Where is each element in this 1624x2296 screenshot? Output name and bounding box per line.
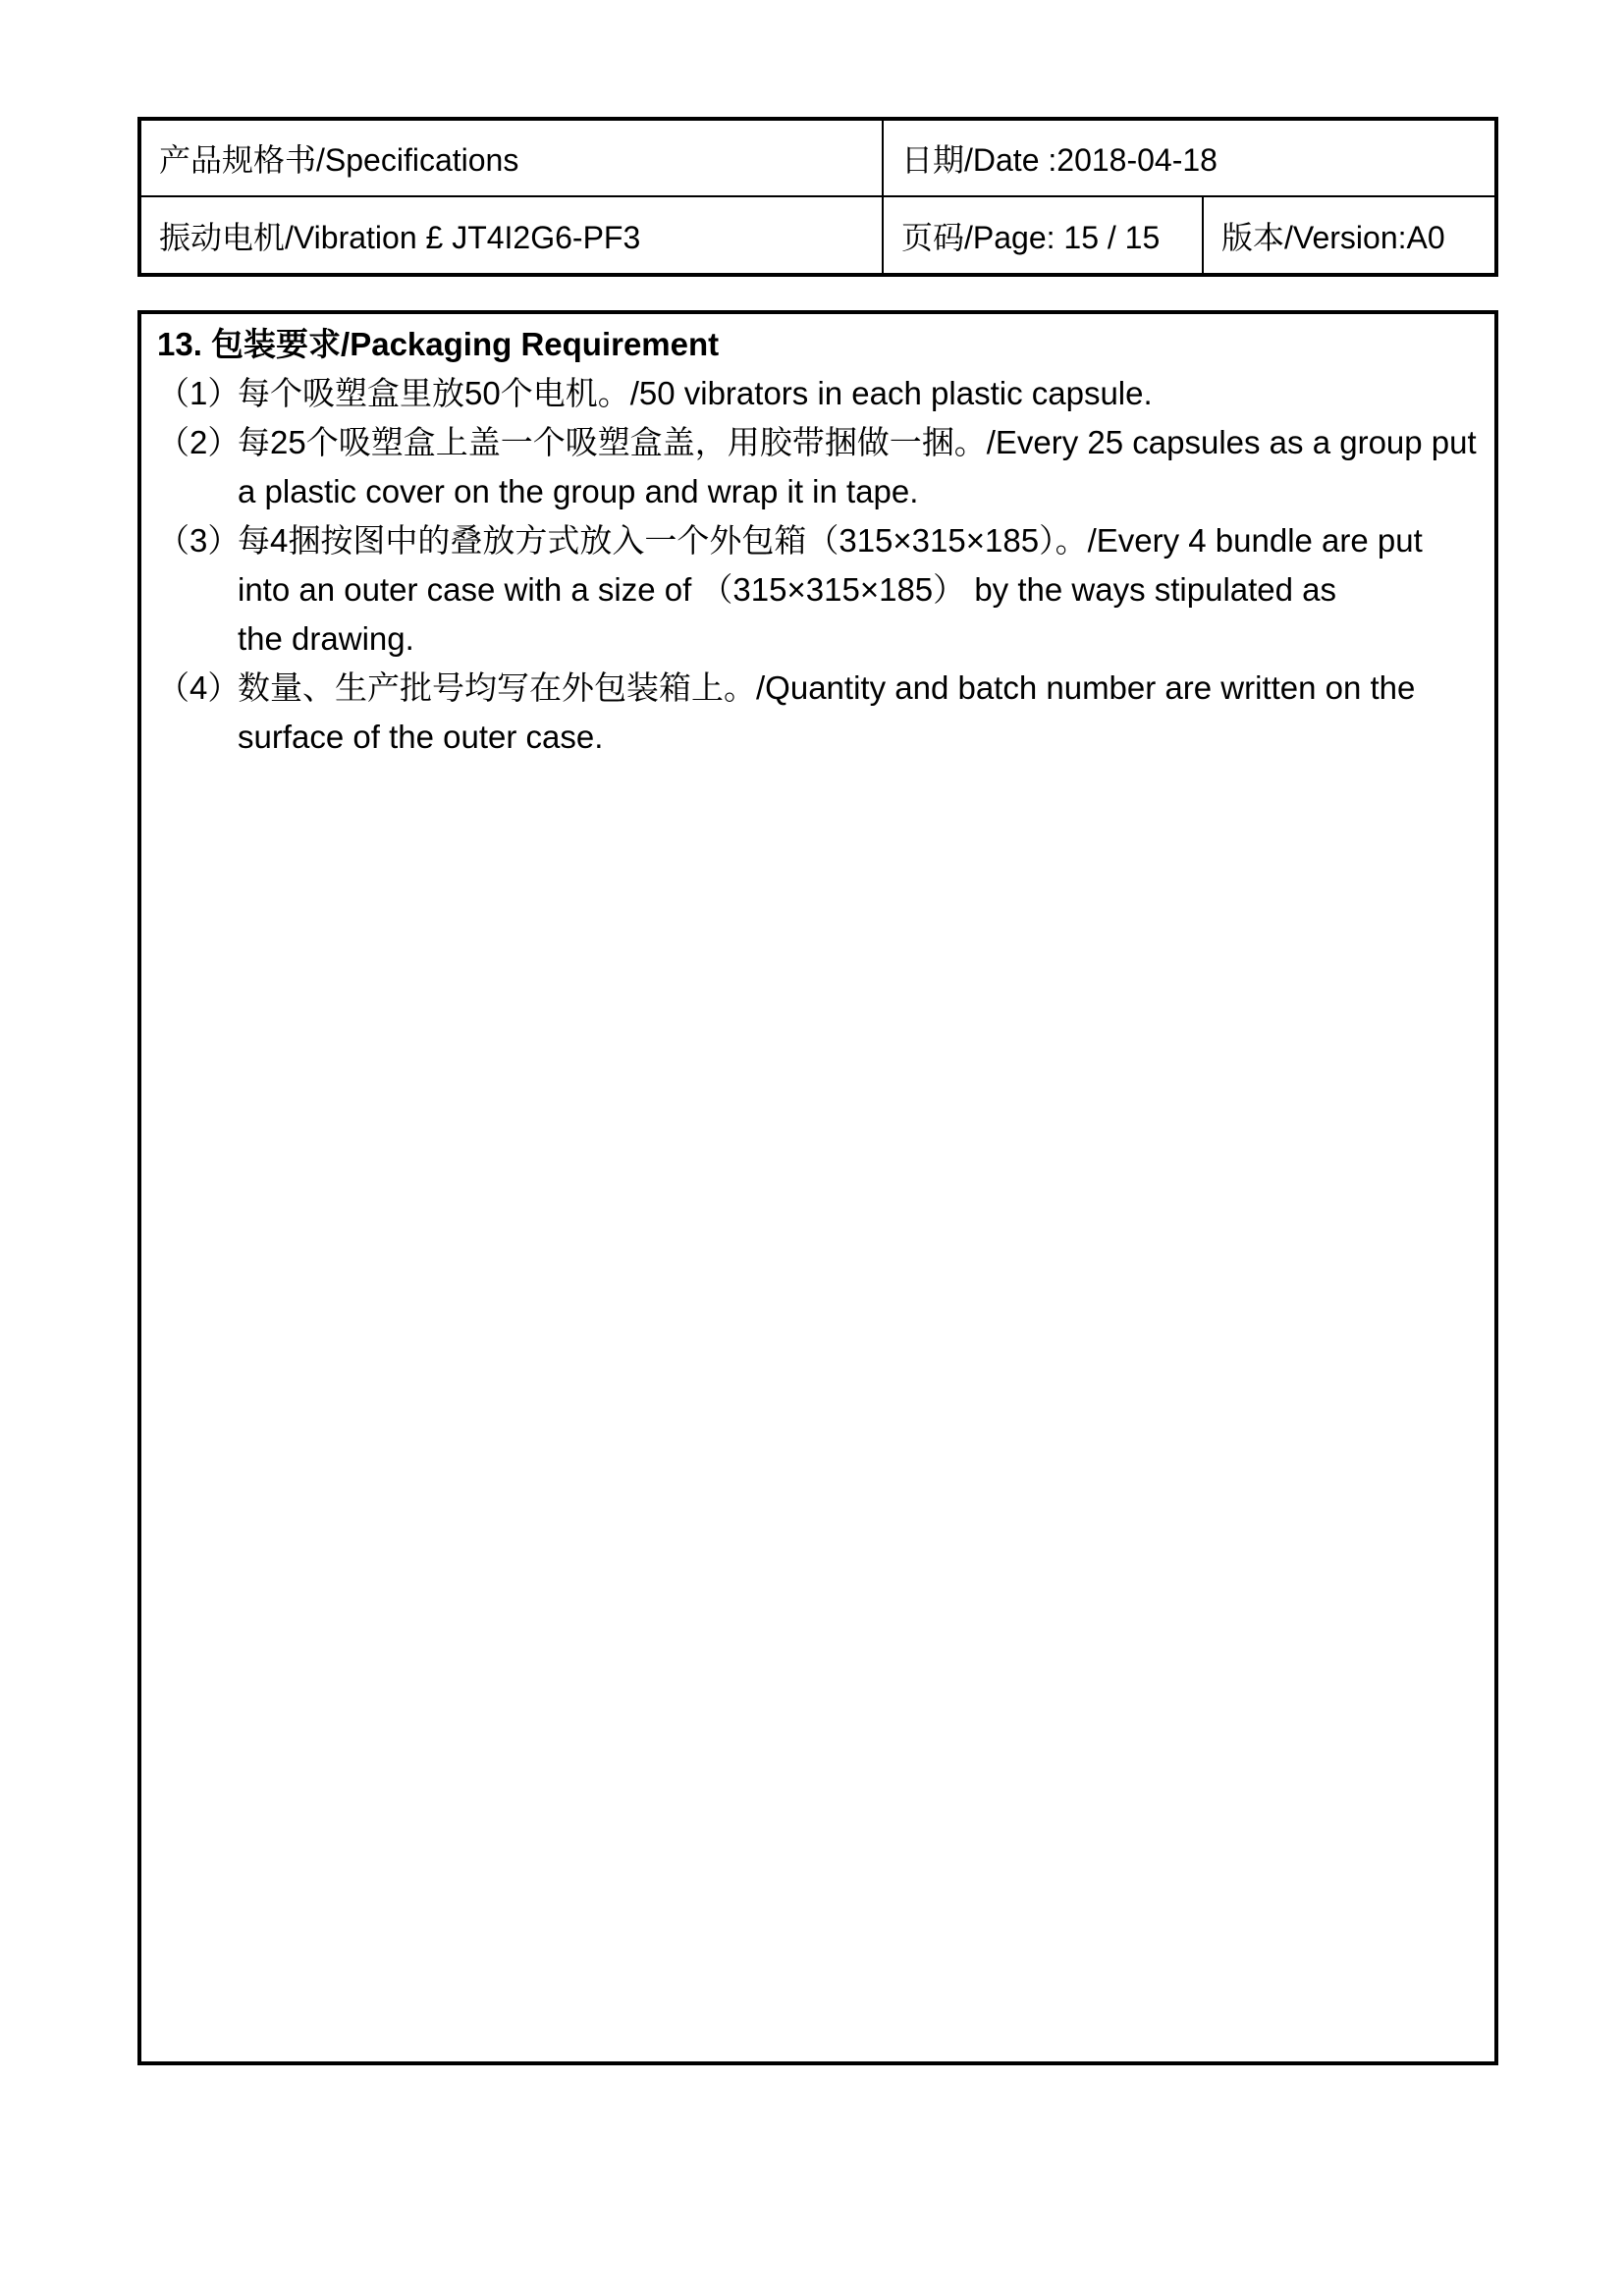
header-row-1 bbox=[141, 121, 1494, 197]
page-number: 页码/Page: 15 / 15 bbox=[884, 197, 1204, 274]
header-row-2 bbox=[141, 197, 1494, 274]
item-text: 每4捆按图中的叠放方式放入一个外包箱（315×315×185）。/Every 4 bundle are put bbox=[238, 522, 1423, 559]
requirement-item bbox=[157, 664, 1479, 762]
item-text: the drawing. bbox=[238, 620, 414, 657]
product-name: 振动电机/Vibration £ JT4I2G6-PF3 bbox=[141, 197, 884, 274]
item-number: （1） bbox=[157, 375, 241, 411]
requirement-item bbox=[157, 369, 1479, 418]
doc-title: 产品规格书/Specifications bbox=[141, 121, 884, 195]
packaging-requirement-section bbox=[137, 310, 1498, 2065]
doc-version: 版本/Version:A0 bbox=[1221, 220, 1445, 255]
item-text: 每个吸塑盒里放50个电机。/50 vibrators in each plastic capsule. bbox=[238, 375, 1153, 411]
section-title: 13. 包装要求/Packaging Requirement bbox=[157, 326, 720, 362]
item-text: surface of the outer case. bbox=[238, 719, 604, 755]
doc-date: 日期/Date :2018-04-18 bbox=[901, 142, 1218, 178]
requirement-item bbox=[157, 516, 1479, 664]
item-number: （2） bbox=[157, 424, 241, 460]
item-text: 每25个吸塑盒上盖一个吸塑盒盖，用胶带捆做一捆。/Every 25 capsules as a group put bbox=[238, 424, 1477, 460]
item-text: into an outer case with a size of （315×315×185） by the ways stipulated as bbox=[238, 571, 1337, 608]
item-text: 数量、生产批号均写在外包装箱上。/Quantity and batch number are written on the bbox=[238, 669, 1416, 706]
item-text: a plastic cover on the group and wrap it in tape. bbox=[238, 473, 919, 509]
spec-header-table bbox=[137, 117, 1498, 277]
requirement-item bbox=[157, 418, 1479, 516]
item-number: （3） bbox=[157, 522, 241, 559]
item-number: （4） bbox=[157, 669, 241, 706]
